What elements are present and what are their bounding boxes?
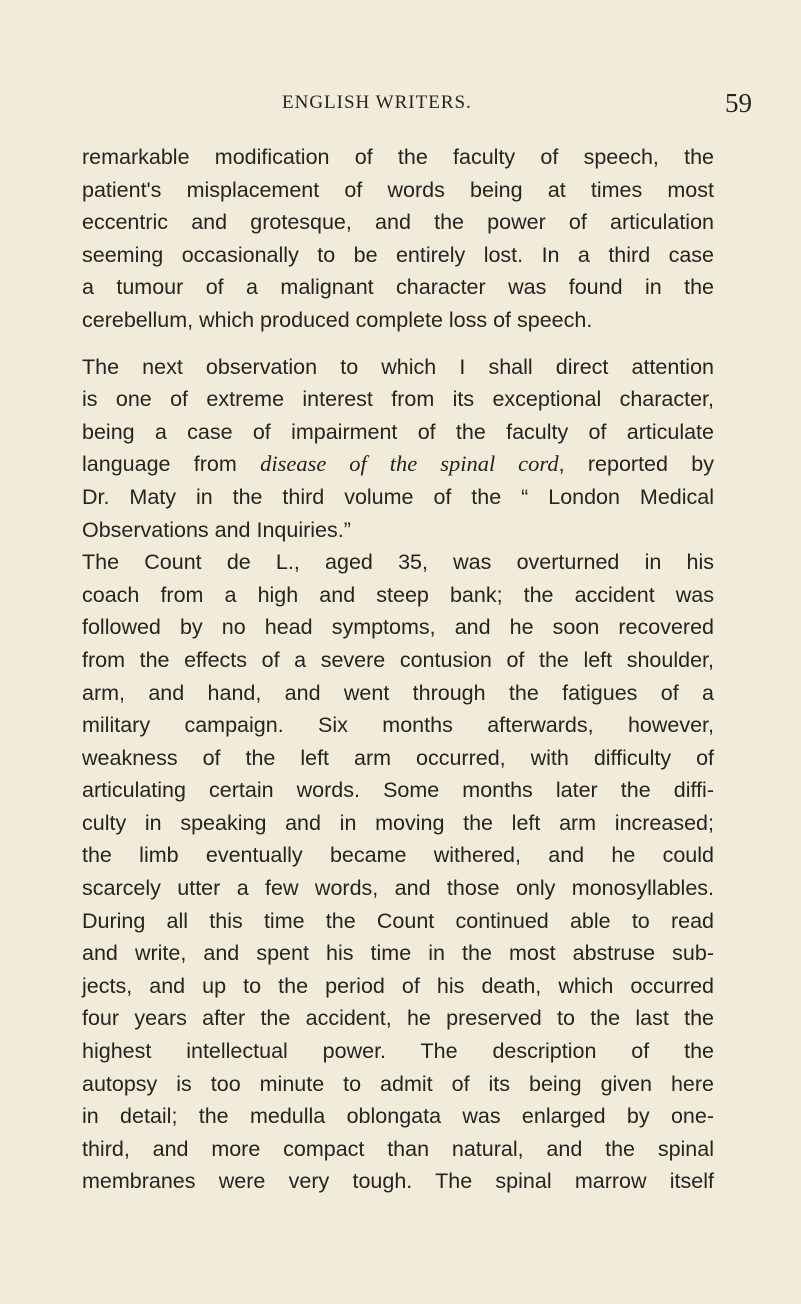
text-line: highest intellectual power. The description of the bbox=[82, 1039, 714, 1064]
paragraph-1 bbox=[82, 141, 714, 337]
paragraph-2 bbox=[82, 351, 714, 547]
text-line: a tumour of a malignant character was found in the bbox=[82, 275, 714, 300]
text-line: arm, and hand, and went through the fatigues of a bbox=[82, 680, 714, 705]
text-run: language from bbox=[82, 452, 261, 477]
text-line: military campaign. Six months afterwards, however, bbox=[82, 713, 714, 738]
running-head bbox=[60, 88, 760, 118]
text-line: articulating certain words. Some months later the diffi- bbox=[82, 778, 714, 803]
text-line: from the effects of a severe contusion of the left shoulder, bbox=[82, 647, 714, 672]
text-line: cerebellum, which produced complete loss of speech. bbox=[82, 307, 593, 332]
text-line: membranes were very tough. The spinal marrow itself bbox=[82, 1169, 714, 1194]
text-line: remarkable modification of the faculty of speech, the bbox=[82, 145, 714, 169]
text-line: and write, and spent his time in the most abstruse sub- bbox=[82, 941, 714, 966]
text-line: in detail; the medulla oblongata was enlarged by one- bbox=[82, 1104, 714, 1129]
body-text bbox=[82, 141, 714, 1198]
text-line: autopsy is too minute to admit of its being given here bbox=[82, 1071, 714, 1096]
running-title: ENGLISH WRITERS. bbox=[282, 92, 472, 113]
text-line-with-italic bbox=[82, 448, 714, 481]
text-line: Dr. Maty in the third volume of the “ London Medical bbox=[82, 484, 714, 509]
text-line: jects, and up to the period of his death, which occurred bbox=[82, 973, 714, 998]
page-number: 59 bbox=[725, 88, 752, 118]
text-run: , reported by bbox=[558, 452, 714, 477]
text-line: third, and more compact than natural, and the spinal bbox=[82, 1136, 714, 1161]
text-line: being a case of impairment of the faculty of articulate bbox=[82, 419, 714, 444]
text-line: followed by no head symptoms, and he soon recovered bbox=[82, 615, 714, 640]
paragraph-3 bbox=[82, 546, 714, 1198]
text-line: coach from a high and steep bank; the accident was bbox=[82, 582, 714, 607]
text-line: During all this time the Count continued able to read bbox=[82, 908, 714, 933]
text-line: seeming occasionally to be entirely lost. In a third case bbox=[82, 242, 714, 267]
text-line: Observations and Inquiries.” bbox=[82, 517, 351, 542]
italic-phrase: disease of the spinal cord bbox=[260, 451, 559, 477]
text-line: eccentric and grotesque, and the power of articulation bbox=[82, 210, 714, 235]
text-line: scarcely utter a few words, and those only monosyllables. bbox=[82, 876, 714, 901]
text-line: patient's misplacement of words being at times most bbox=[82, 177, 714, 202]
text-line: The Count de L., aged 35, was overturned in his bbox=[82, 550, 714, 575]
text-line: weakness of the left arm occurred, with difficulty of bbox=[82, 745, 714, 770]
text-line: the limb eventually became withered, and he could bbox=[82, 843, 714, 868]
text-line: four years after the accident, he preserved to the last the bbox=[82, 1006, 714, 1031]
text-line: culty in speaking and in moving the left arm increased; bbox=[82, 810, 714, 835]
text-line: The next observation to which I shall direct attention bbox=[82, 354, 714, 379]
text-line: is one of extreme interest from its exceptional character, bbox=[82, 387, 714, 412]
